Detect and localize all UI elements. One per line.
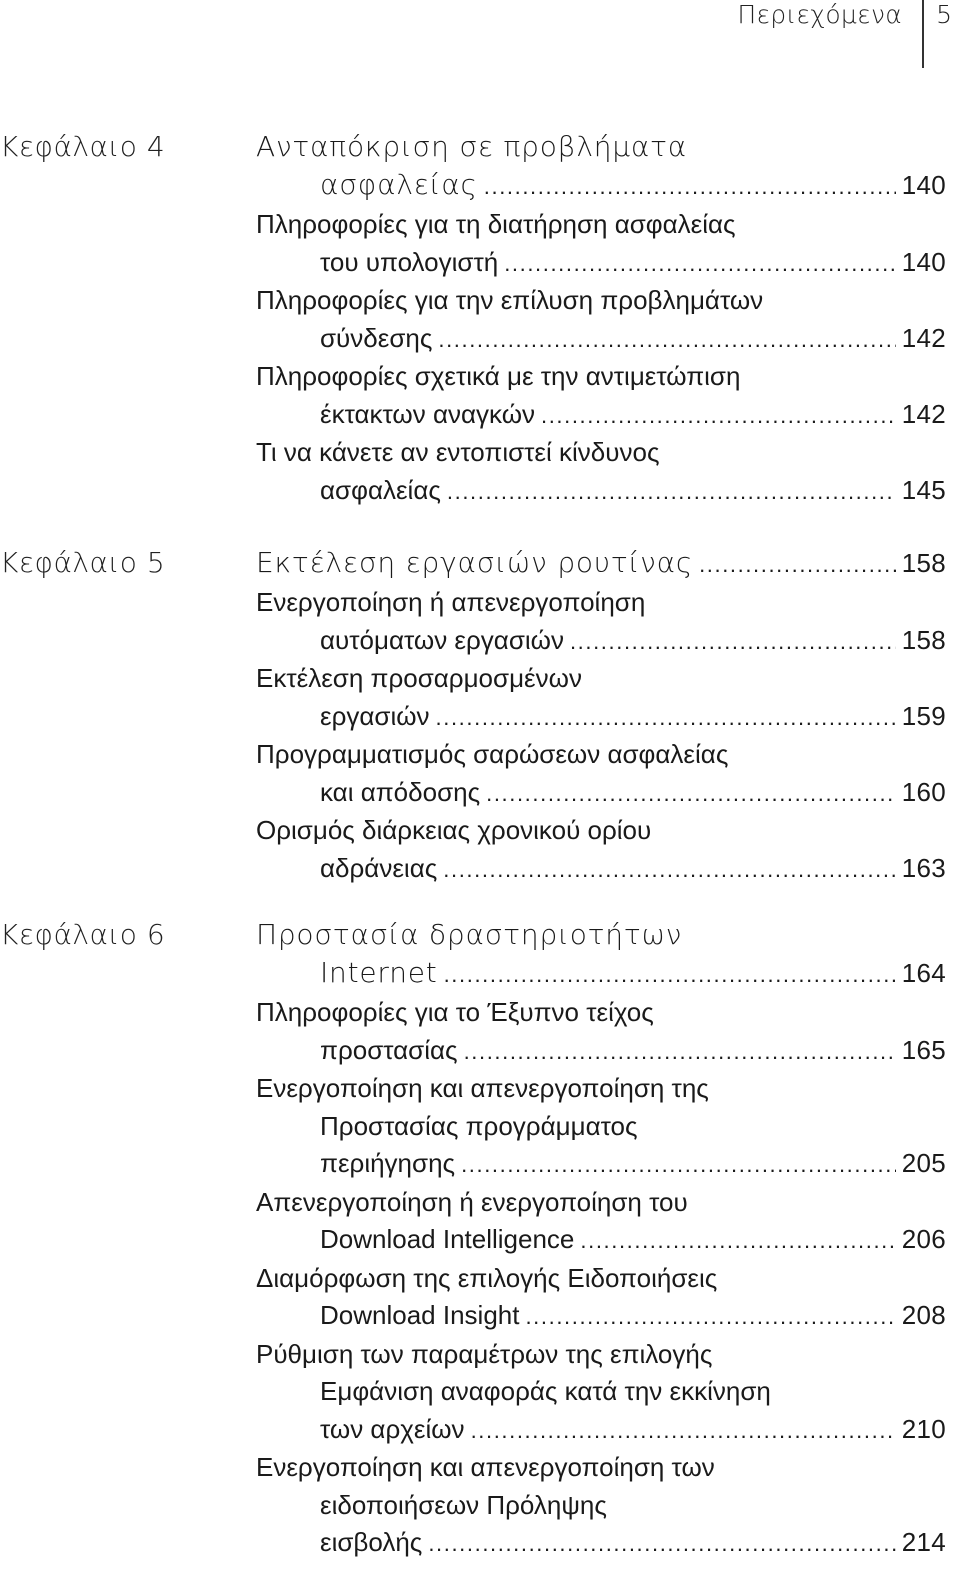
- entry-title-line: Προστασίας προγράμματος: [320, 1110, 638, 1141]
- toc-entry[interactable]: [256, 1336, 946, 1450]
- entry-title-line: περιήγησης: [320, 1148, 456, 1178]
- toc-entry[interactable]: [256, 358, 946, 434]
- page-number: 140: [901, 246, 946, 277]
- chapter-title-entry[interactable]: [256, 544, 946, 584]
- page-number: 214: [901, 1527, 946, 1557]
- entry-title-line: σύνδεσης: [320, 322, 433, 353]
- toc-entry[interactable]: [256, 584, 946, 660]
- entry-title-line: Ενεργοποίηση και απενεργοποίηση της: [256, 1073, 709, 1103]
- dot-leader: [438, 321, 895, 359]
- entry-title-line: ασφαλείας: [320, 474, 441, 505]
- entry-title-line: εισβολής: [320, 1527, 423, 1557]
- entry-title-line: αυτόματων εργασιών: [320, 624, 564, 655]
- chapter-title-entry[interactable]: [256, 128, 946, 206]
- header-title: Περιεχόμενα: [737, 0, 902, 29]
- toc-entry[interactable]: [256, 660, 946, 736]
- toc-entry[interactable]: [256, 736, 946, 812]
- dot-leader: [461, 1146, 896, 1184]
- chapter-label: Κεφάλαιο 5: [0, 546, 166, 579]
- toc-entry[interactable]: [256, 812, 946, 888]
- toc-entry[interactable]: [256, 282, 946, 358]
- entry-title-line: Πληροφορίες για τη διατήρηση ασφαλείας: [256, 209, 736, 239]
- dot-leader: [444, 956, 896, 994]
- chapter-section: [0, 128, 960, 510]
- entry-title-line: Ενεργοποίηση και απενεργοποίηση των: [256, 1452, 715, 1482]
- page-number: 142: [901, 322, 946, 353]
- entry-title-line: ασφαλείας: [320, 168, 478, 201]
- page-number: 210: [901, 1413, 946, 1444]
- header-page-number: 5: [936, 0, 952, 29]
- page-number: 164: [901, 958, 946, 988]
- chapter-section: [0, 916, 960, 1563]
- entry-title-line: Internet: [320, 956, 438, 989]
- entry-title-line: Εμφάνιση αναφοράς κατά την εκκίνηση: [320, 1376, 771, 1406]
- page-number: 159: [901, 700, 946, 731]
- entry-title-line: των αρχείων: [320, 1413, 465, 1444]
- entry-title-line: Ρύθμιση των παραμέτρων της επιλογής: [256, 1338, 713, 1369]
- entry-title-line: Download Insight: [320, 1300, 520, 1330]
- entry-title-line: Download Intelligence: [320, 1224, 575, 1254]
- dot-leader: [443, 851, 895, 889]
- toc-entry[interactable]: [256, 994, 946, 1070]
- toc-entry[interactable]: [256, 206, 946, 282]
- entry-title-line: Απενεργοποίηση ή ενεργοποίηση του: [256, 1186, 688, 1217]
- dot-leader: [570, 623, 896, 661]
- entry-title-line: εργασιών: [320, 700, 430, 731]
- chapter-label: Κεφάλαιο 4: [0, 130, 166, 163]
- page-number: 140: [901, 170, 946, 200]
- dot-leader: [436, 699, 896, 737]
- page-number: 158: [901, 624, 946, 655]
- toc-entry[interactable]: [256, 1449, 946, 1563]
- toc-entry[interactable]: [256, 434, 946, 510]
- page-number: 208: [901, 1300, 946, 1330]
- entry-title-line: ειδοποιήσεων Πρόληψης: [320, 1489, 607, 1520]
- entry-title-line: του υπολογιστή: [320, 246, 499, 277]
- entry-title-line: Προγραμματισμός σαρώσεων ασφαλείας: [256, 739, 729, 769]
- header-divider: [922, 0, 924, 68]
- page-number: 163: [901, 852, 946, 883]
- chapter-section: [0, 544, 960, 888]
- page-number: 165: [901, 1034, 946, 1065]
- entry-title-line: και απόδοσης: [320, 776, 481, 807]
- chapter-label: Κεφάλαιο 6: [0, 918, 166, 951]
- entry-title-line: Διαμόρφωση της επιλογής Ειδοποιήσεις: [256, 1262, 718, 1293]
- entry-title-line: Πληροφορίες για την επίλυση προβλημάτων: [256, 285, 764, 315]
- page-number: 158: [901, 548, 946, 578]
- dot-leader: [471, 1412, 896, 1450]
- entry-title-line: Τι να κάνετε αν εντοπιστεί κίνδυνος: [256, 437, 660, 467]
- entry-title-line: Ανταπόκριση σε προβλήματα: [256, 130, 688, 163]
- dot-leader: [464, 1033, 896, 1071]
- entry-title-line: Ορισμός διάρκειας χρονικού ορίου: [256, 815, 652, 845]
- chapter-title-entry[interactable]: [256, 916, 946, 994]
- dot-leader: [484, 168, 896, 206]
- toc-entry[interactable]: [256, 1260, 946, 1336]
- dot-leader: [486, 775, 896, 813]
- dot-leader: [541, 397, 896, 435]
- dot-leader: [504, 245, 896, 283]
- toc-entry[interactable]: [256, 1070, 946, 1184]
- dot-leader: [447, 473, 896, 511]
- dot-leader: [428, 1525, 895, 1563]
- page-header: [0, 0, 960, 70]
- dot-leader: [699, 546, 896, 584]
- entry-title-line: αδράνειας: [320, 852, 438, 883]
- page-number: 205: [901, 1148, 946, 1178]
- entry-title-line: έκτακτων αναγκών: [320, 398, 535, 429]
- toc-entry[interactable]: [256, 1184, 946, 1260]
- page-number: 145: [901, 474, 946, 505]
- page-number: 142: [901, 398, 946, 429]
- dot-leader: [580, 1222, 895, 1260]
- page-number: 160: [901, 776, 946, 807]
- dot-leader: [525, 1298, 895, 1336]
- entry-title-line: προστασίας: [320, 1034, 458, 1065]
- entry-title-line: Πληροφορίες για το Έξυπνο τείχος: [256, 997, 654, 1027]
- entry-title-line: Πληροφορίες σχετικά με την αντιμετώπιση: [256, 361, 741, 391]
- entry-title-line: Εκτέλεση εργασιών ρουτίνας: [256, 546, 694, 579]
- entry-title-line: Προστασία δραστηριοτήτων: [256, 918, 683, 951]
- page-number: 206: [901, 1224, 946, 1254]
- entry-title-line: Εκτέλεση προσαρμοσμένων: [256, 663, 582, 693]
- entry-title-line: Ενεργοποίηση ή απενεργοποίηση: [256, 587, 646, 617]
